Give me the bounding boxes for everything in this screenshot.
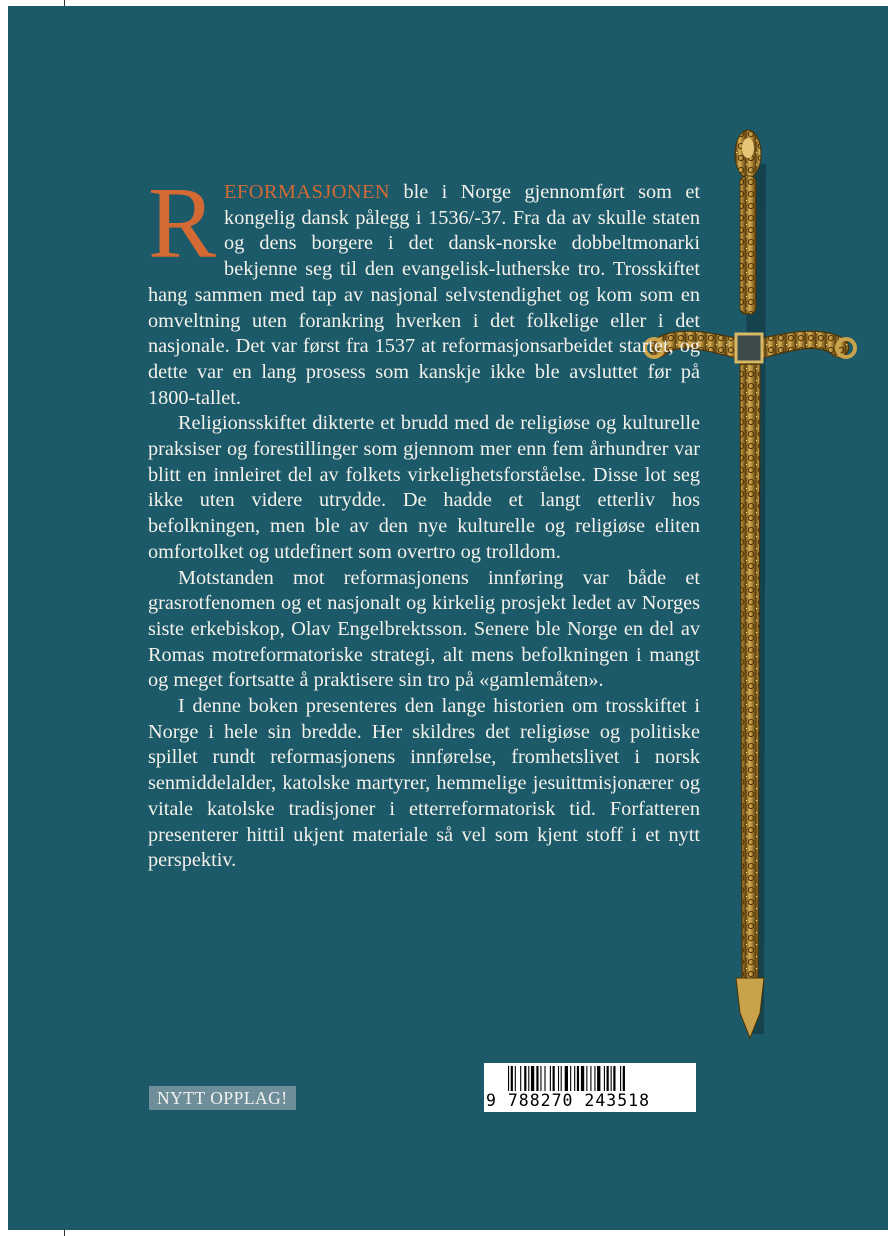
- barcode-bar: [531, 1066, 534, 1091]
- barcode-bar: [611, 1066, 612, 1091]
- paragraph-1: [148, 167, 700, 411]
- barcode-bar: [597, 1066, 600, 1091]
- barcode-bar: [620, 1066, 621, 1091]
- isbn-barcode: [484, 1063, 696, 1112]
- barcode-bar: [511, 1066, 513, 1091]
- isbn-number: 9 788270 243518: [486, 1091, 651, 1110]
- barcode-bar: [558, 1066, 559, 1091]
- barcode-bar: [613, 1066, 615, 1091]
- barcode-bar: [540, 1066, 541, 1091]
- barcode-bar: [604, 1066, 605, 1091]
- barcode-bar: [574, 1066, 575, 1091]
- sword-pommel: [735, 130, 761, 178]
- barcode-bar: [623, 1066, 625, 1091]
- barcode-bar: [586, 1066, 587, 1091]
- barcode-bar: [515, 1066, 516, 1091]
- barcode-bar: [528, 1066, 529, 1091]
- barcode-bar: [594, 1066, 595, 1091]
- blurb-text: [148, 167, 700, 874]
- drop-cap: R: [148, 167, 217, 280]
- sword-grip: [740, 176, 756, 314]
- barcode-bar: [550, 1066, 551, 1091]
- barcode-bars: [508, 1066, 688, 1091]
- sword-blade: [740, 364, 760, 1013]
- paragraph-4: I denne boken presenteres den lange historien om trosskiftet i Norge i hele sin bredde. Her skildres det religiøse og politiske spillet rundt reformasjonens innførelse, fromhetslivet i norsk senmiddelalder, katolske martyrer, hemmelige jesuittmisjonærer og vitale katolske tradisjoner i etterreformatorisk tid. Forfatteren presenterer hittil ukjent materiale så vel som kjent stoff i et nytt perspektiv.: [148, 695, 700, 872]
- barcode-bar: [508, 1066, 509, 1091]
- lead-word: EFORMASJONEN: [224, 181, 391, 203]
- barcode-bar: [590, 1066, 591, 1091]
- crop-mark-bottom: [64, 1230, 65, 1236]
- barcode-bar: [577, 1066, 579, 1091]
- paragraph-1-text: ble i Norge gjennomført som et kongelig dansk pålegg i 1536/-37. Fra da av skulle staten og dens borgere i det dansk-norske dobbeltmonarki bekjenne seg til den evangelisk-lutherske tro. Trosskiftet hang sammen med tap av nasjonal selvstendighet og kom som en omveltning uten forankring hverken i det folkelige eller i det nasjonale. Det var først fra 1537 at reformasjonsarbeidet startet, og dette var en lang prosess som kanskje ikke ble avsluttet før på 1800-tallet.: [148, 181, 700, 409]
- reprint-badge: NYTT OPPLAG!: [149, 1086, 296, 1110]
- barcode-bar: [553, 1066, 555, 1091]
- barcode-bar: [524, 1066, 526, 1091]
- barcode-bar: [561, 1066, 562, 1091]
- paragraph-3: Motstanden mot reformasjonens innføring var både et grasrotfenomen og et nasjonalt og kirkelig prosjekt ledet av Norges siste erkebiskop, Olav Engelbrektsson. Senere ble Norge en del av Romas motreformatoriske strategi, alt mens befolkningen i mangt og meget fortsatte å praktisere sin tro på «gamlemåten».: [148, 566, 700, 692]
- barcode-bar: [607, 1066, 609, 1091]
- barcode-bar: [570, 1066, 571, 1091]
- barcode-bar: [581, 1066, 584, 1091]
- barcode-bar: [565, 1066, 568, 1091]
- paragraph-2: Religionsskiftet dikterte et brudd med de religiøse og kulturelle praksiser og forestillinger som gjennom mer enn fem århundrer var blitt en innleiret del av folkets virkelighetsforståelse. Disse lot seg ikke uten videre utrydde. De hadde et langt etterliv hos befolkningen, men ble av den nye kulturelle og religiøse eliten omfortolket og utdefinert som overtro og trolldom.: [148, 412, 700, 563]
- barcode-bar: [544, 1066, 545, 1091]
- barcode-bar: [536, 1066, 538, 1091]
- barcode-bar: [520, 1066, 521, 1091]
